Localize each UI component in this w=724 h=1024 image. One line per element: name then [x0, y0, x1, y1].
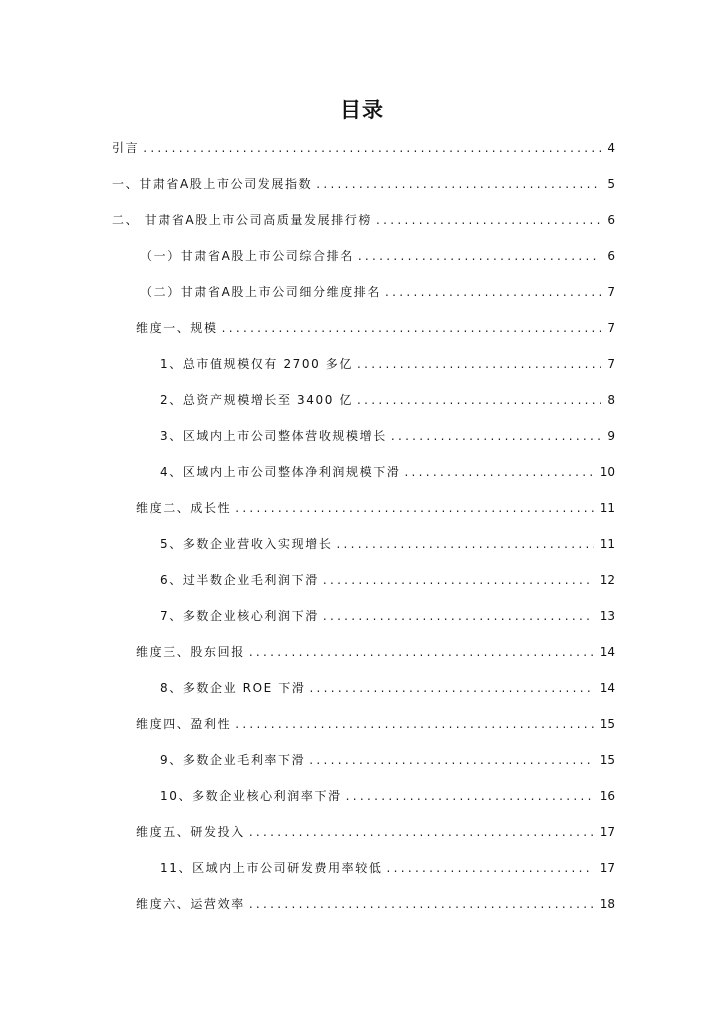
toc-page-number: 7	[607, 321, 615, 335]
toc-entry-text: 1、总市值规模仅有 2700 多亿	[160, 357, 354, 371]
toc-entry[interactable]	[112, 643, 615, 679]
toc-entry-text: 2、总资产规模增长至 3400 亿	[160, 393, 354, 407]
toc-entry-text: 维度六、运营效率	[136, 897, 245, 911]
toc-page-number: 17	[599, 861, 615, 875]
toc-entry-text: （一）甘肃省A股上市公司综合排名	[140, 249, 354, 263]
toc-entry[interactable]	[112, 355, 615, 391]
toc-entry[interactable]	[112, 427, 615, 463]
toc-page-number: 13	[599, 609, 615, 623]
toc-page-number: 7	[607, 357, 615, 371]
toc-leader-dots	[316, 177, 601, 191]
toc-entry[interactable]	[112, 283, 615, 319]
toc-entry[interactable]	[112, 499, 615, 535]
toc-leader-dots	[385, 285, 601, 299]
toc-entry-text: 6、过半数企业毛利润下滑	[160, 573, 319, 587]
toc-leader-dots	[222, 321, 602, 335]
toc-leader-dots	[249, 897, 594, 911]
toc-entry[interactable]	[112, 175, 615, 211]
toc-leader-dots	[323, 609, 594, 623]
toc-entry-text: 9、多数企业毛利率下滑	[160, 753, 306, 767]
page-title: 目录	[340, 98, 384, 122]
toc-entry[interactable]	[112, 823, 615, 859]
toc-page-number: 5	[607, 177, 615, 191]
toc-entry[interactable]	[112, 139, 615, 175]
toc-entry-text: 7、多数企业核心利润下滑	[160, 609, 319, 623]
toc-leader-dots	[346, 789, 594, 803]
toc-entry[interactable]	[112, 859, 615, 895]
toc-leader-dots	[235, 501, 594, 515]
toc-entry[interactable]	[112, 679, 615, 715]
toc-entry[interactable]	[112, 463, 615, 499]
toc-page-number: 11	[599, 537, 615, 551]
toc-page-number: 17	[599, 825, 615, 839]
toc-leader-dots	[386, 861, 593, 875]
toc-entry[interactable]	[112, 895, 615, 931]
toc-page-number: 16	[599, 789, 615, 803]
toc-page-number: 11	[599, 501, 615, 515]
toc-entry-text: 维度二、成长性	[136, 501, 232, 515]
toc-page-number: 14	[599, 645, 615, 659]
toc-entry[interactable]	[112, 535, 615, 571]
toc-page-number: 15	[599, 753, 615, 767]
toc-page-number: 8	[607, 393, 615, 407]
toc-entry[interactable]	[112, 571, 615, 607]
toc-leader-dots	[249, 825, 594, 839]
toc-entry-text: 3、区域内上市公司整体营收规模增长	[160, 429, 387, 443]
toc-page-number: 6	[607, 213, 615, 227]
toc-page-number: 15	[599, 717, 615, 731]
toc-entry[interactable]	[112, 751, 615, 787]
toc-leader-dots	[357, 357, 601, 371]
toc-entry-text: 4、区域内上市公司整体净利润规模下滑	[160, 465, 401, 479]
toc-leader-dots	[249, 645, 594, 659]
toc-leader-dots	[235, 717, 594, 731]
toc-leader-dots	[358, 249, 602, 263]
toc-entry-text: 11、区域内上市公司研发费用率较低	[160, 861, 383, 875]
toc-entry-text: 一、甘肃省A股上市公司发展指数	[112, 177, 313, 191]
toc-leader-dots	[309, 681, 593, 695]
toc-entry[interactable]	[112, 211, 615, 247]
toc-entry[interactable]	[112, 319, 615, 355]
toc-entry-text: 8、多数企业 ROE 下滑	[160, 681, 306, 695]
toc-entry[interactable]	[112, 247, 615, 283]
toc-entry-text: 维度五、研发投入	[136, 825, 245, 839]
toc-entry-text: 维度四、盈利性	[136, 717, 232, 731]
toc-leader-dots	[357, 393, 601, 407]
toc-entry-text: 10、多数企业核心利润率下滑	[160, 789, 342, 803]
table-of-contents	[112, 139, 615, 931]
toc-page-number: 6	[607, 249, 615, 263]
toc-leader-dots	[323, 573, 594, 587]
toc-entry[interactable]	[112, 391, 615, 427]
toc-leader-dots	[143, 141, 601, 155]
toc-entry-text: （二）甘肃省A股上市公司细分维度排名	[140, 285, 382, 299]
toc-entry-text: 5、多数企业营收入实现增长	[160, 537, 333, 551]
toc-page-number: 18	[599, 897, 615, 911]
toc-page-number: 14	[599, 681, 615, 695]
toc-entry-text: 二、 甘肃省A股上市公司高质量发展排行榜	[112, 213, 373, 227]
toc-leader-dots	[404, 465, 593, 479]
toc-page-number: 7	[607, 285, 615, 299]
toc-page-number: 12	[599, 573, 615, 587]
toc-entry-text: 维度一、规模	[136, 321, 218, 335]
toc-leader-dots	[391, 429, 602, 443]
toc-leader-dots	[309, 753, 593, 767]
toc-page-number: 9	[607, 429, 615, 443]
toc-entry[interactable]	[112, 715, 615, 751]
toc-entry[interactable]	[112, 787, 615, 823]
toc-leader-dots	[336, 537, 593, 551]
toc-leader-dots	[376, 213, 601, 227]
toc-page-number: 4	[607, 141, 615, 155]
toc-entry-text: 维度三、股东回报	[136, 645, 245, 659]
toc-page-number: 10	[599, 465, 615, 479]
toc-entry-text: 引言	[112, 141, 140, 155]
toc-entry[interactable]	[112, 607, 615, 643]
